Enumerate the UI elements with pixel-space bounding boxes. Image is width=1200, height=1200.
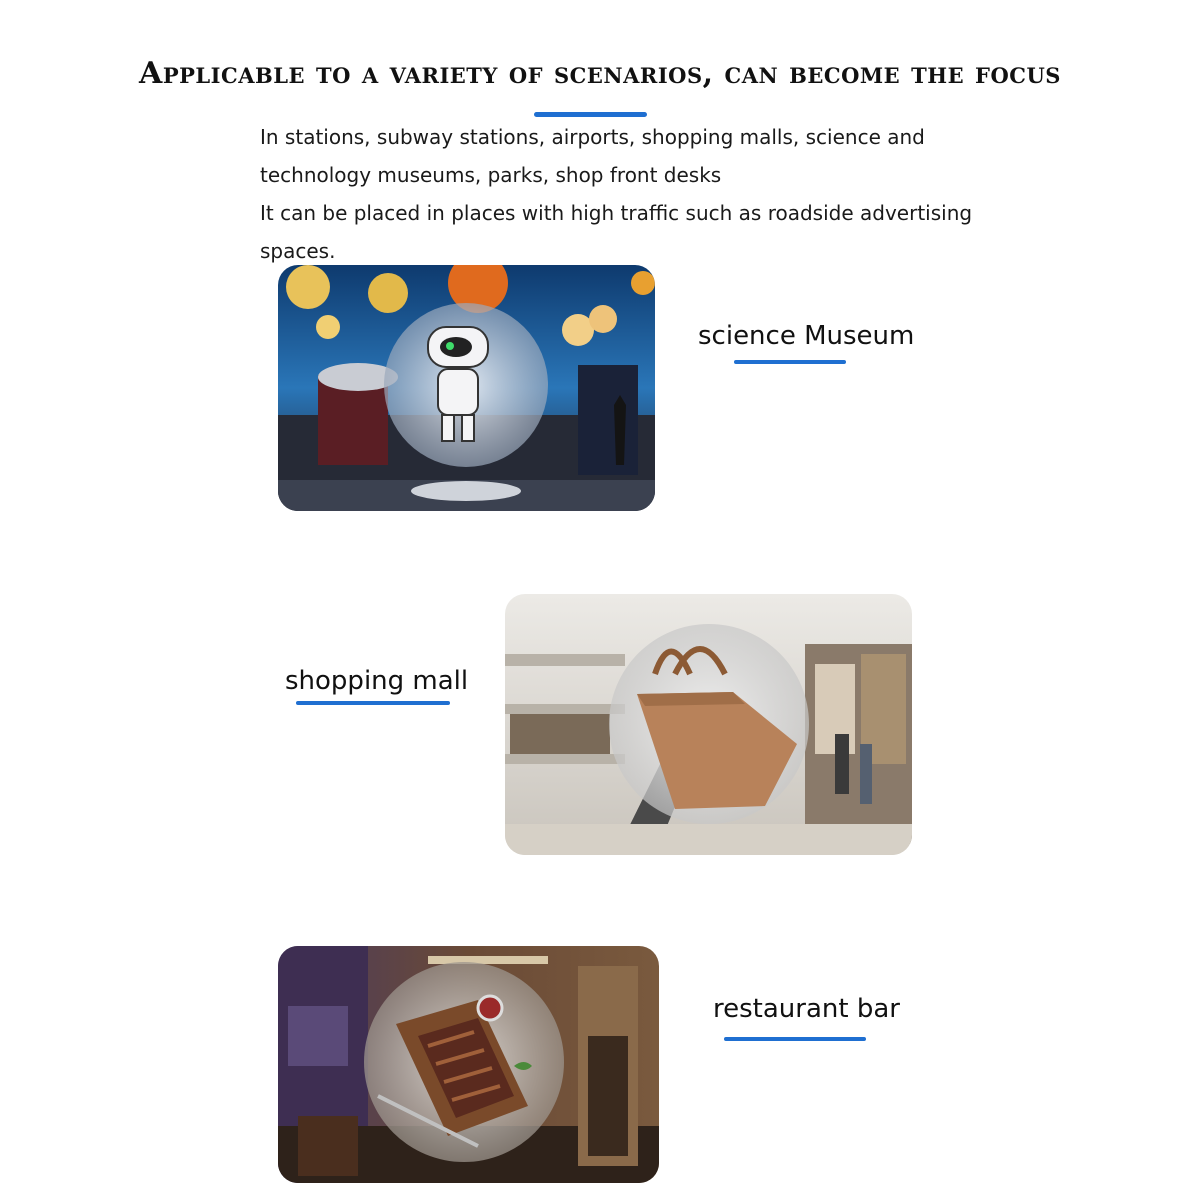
steak-hologram-image — [278, 946, 659, 1183]
scene-underline-restaurant-bar — [724, 1037, 866, 1041]
scene-underline-shopping-mall — [296, 701, 450, 705]
intro-line-traffic: It can be placed in places with high traffic such as roadside advertising spaces. — [260, 201, 973, 263]
page-title: Applicable to a variety of scenarios, can become the focus — [139, 56, 1061, 91]
scene-label-science-museum: science Museum — [698, 321, 915, 351]
shopping-mall-photo — [505, 594, 912, 855]
title-underline — [534, 112, 647, 117]
handbag-hologram-image — [505, 594, 912, 855]
scene-label-shopping-mall: shopping mall — [285, 666, 469, 696]
intro-line-locations: In stations, subway stations, airports, shopping malls, science and technology museums, parks, shop front desks — [260, 125, 925, 187]
restaurant-bar-photo — [278, 946, 659, 1183]
astronaut-hologram-image — [278, 265, 655, 511]
intro-text — [260, 118, 1020, 270]
science-museum-photo — [278, 265, 655, 511]
scene-label-restaurant-bar: restaurant bar — [713, 994, 900, 1024]
scene-underline-science-museum — [734, 360, 846, 364]
